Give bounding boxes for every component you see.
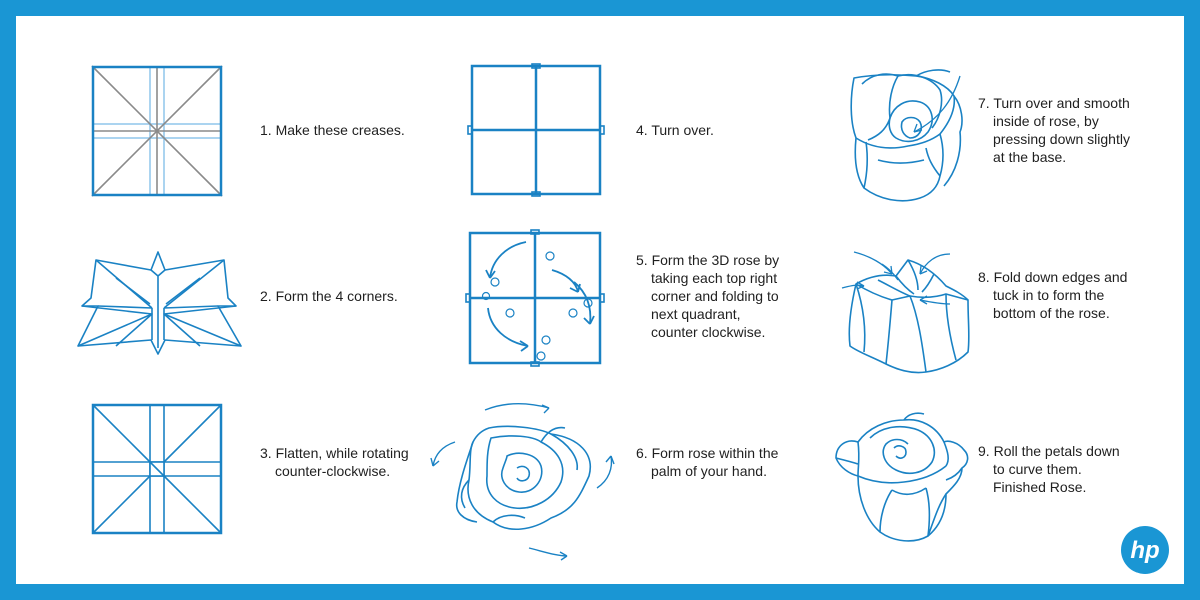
step-5-line-3: corner and folding to <box>651 288 779 304</box>
step-8-line-1: Fold down edges and <box>993 269 1128 285</box>
step-8-line-3: bottom of the rose. <box>993 305 1110 321</box>
step-4-number: 4. <box>636 122 648 138</box>
step-2-number: 2. <box>260 288 272 304</box>
step-8-number: 8. <box>978 269 990 285</box>
step-1-line-1: Make these creases. <box>275 122 405 138</box>
step-6-number: 6. <box>636 445 648 461</box>
step-3-line-1: Flatten, while rotating <box>275 445 409 461</box>
step-5-text <box>636 251 779 341</box>
step-7-line-1: Turn over and smooth <box>993 95 1130 111</box>
step-6-text <box>636 444 778 480</box>
step-7-number: 7. <box>978 95 990 111</box>
step-9-number: 9. <box>978 443 990 459</box>
step-6-line-1: Form rose within the <box>651 445 779 461</box>
step-4-text <box>636 121 714 139</box>
step-2-line-1: Form the 4 corners. <box>275 288 398 304</box>
step-7-text <box>978 94 1130 166</box>
step-7-line-2: inside of rose, by <box>993 113 1099 129</box>
step-9-line-1: Roll the petals down <box>993 443 1120 459</box>
step-9-illustration <box>828 402 978 546</box>
step-3-illustration <box>92 404 222 534</box>
step-7-line-3: pressing down slightly <box>993 131 1130 147</box>
step-9-text <box>978 442 1120 496</box>
step-1-number: 1. <box>260 122 272 138</box>
step-7-illustration <box>832 62 988 212</box>
step-8-illustration <box>822 234 982 380</box>
step-5-number: 5. <box>636 252 648 268</box>
hp-logo <box>1120 525 1170 580</box>
step-8-text <box>978 268 1127 322</box>
step-5-line-1: Form the 3D rose by <box>651 252 780 268</box>
step-3-line-2: counter-clockwise. <box>275 463 391 479</box>
step-2-illustration <box>76 248 246 356</box>
hp-logo-text: hp <box>1130 537 1160 564</box>
step-8-line-2: tuck in to form the <box>993 287 1105 303</box>
step-3-text <box>260 444 409 480</box>
step-7-line-4: at the base. <box>993 149 1067 165</box>
step-1-illustration <box>92 66 222 196</box>
step-5-line-5: counter clockwise. <box>651 324 766 340</box>
instruction-sheet <box>16 16 1184 584</box>
step-4-line-1: Turn over. <box>651 122 714 138</box>
step-6-illustration <box>429 398 615 558</box>
step-5-line-4: next quadrant, <box>651 306 741 322</box>
step-5-illustration <box>466 230 606 366</box>
step-9-line-3: Finished Rose. <box>993 479 1087 495</box>
step-5-line-2: taking each top right <box>651 270 778 286</box>
step-2-text <box>260 287 398 305</box>
step-9-line-2: to curve them. <box>993 461 1082 477</box>
step-1-text <box>260 121 405 139</box>
step-6-line-2: palm of your hand. <box>651 463 767 479</box>
step-4-illustration <box>468 64 604 196</box>
step-3-number: 3. <box>260 445 272 461</box>
